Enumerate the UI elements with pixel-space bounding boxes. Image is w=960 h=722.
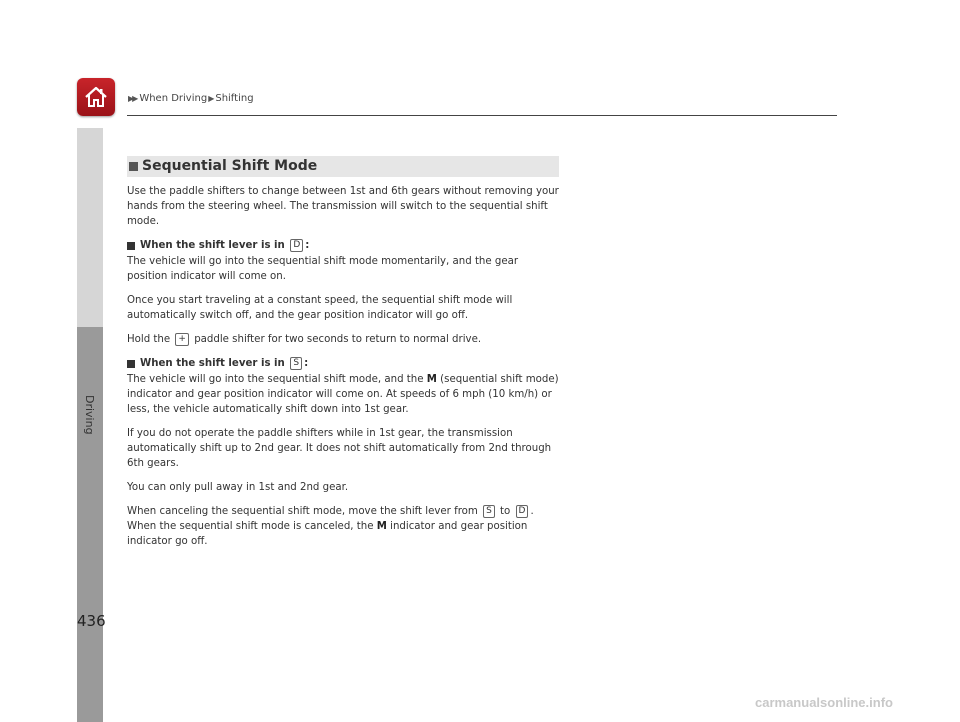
- breadcrumb-item-shifting[interactable]: Shifting: [215, 93, 254, 104]
- key-s: S: [290, 357, 302, 370]
- header-divider: [127, 115, 837, 116]
- breadcrumb-item-when-driving[interactable]: When Driving: [139, 93, 208, 104]
- main-content: [127, 156, 559, 558]
- square-bullet-icon: [127, 360, 135, 368]
- subheading-d: When the shift lever is in D :: [127, 238, 559, 253]
- intro-paragraph: Use the paddle shifters to change between 1st and 6th gears without removing your hands from the steering wheel. The transmission will switch to the sequential shift mode.: [127, 186, 559, 227]
- m-indicator-label: M: [426, 374, 437, 385]
- square-bullet-icon: [129, 162, 138, 171]
- chevron-right-icon: ▶▶: [128, 94, 137, 103]
- d-paragraph-1: The vehicle will go into the sequential shift mode momentarily, and the gear position indicator will come on.: [127, 256, 519, 282]
- s-paragraph-4: When canceling the sequential shift mode, move the shift lever from S to D . When the sequential shift mode is canceled, the M indicator and gear position indicator go off.: [127, 506, 534, 547]
- key-plus: +: [175, 333, 189, 346]
- breadcrumb: [127, 93, 254, 104]
- page-number: 436: [77, 612, 106, 630]
- s-paragraph-1: The vehicle will go into the sequential shift mode, and the M (sequential shift mode) indicator and gear position indicator will come on. At speeds of 6 mph (10 km/h) or less, the vehicle automatically shift down into 1st gear.: [127, 374, 559, 415]
- section-title: Sequential Shift Mode: [142, 158, 318, 174]
- key-d: D: [516, 505, 529, 518]
- home-icon: [83, 85, 109, 109]
- chevron-right-icon: ▶: [208, 94, 213, 103]
- watermark: carmanualsonline.info: [755, 695, 893, 710]
- d-paragraph-2: Once you start traveling at a constant speed, the sequential shift mode will automatically switch off, and the gear position indicator will go off.: [127, 295, 513, 321]
- sidebar-tab-spacer: [77, 128, 103, 327]
- subheading-s: When the shift lever is in S :: [127, 356, 559, 371]
- d-paragraph-3: Hold the + paddle shifter for two seconds to return to normal drive.: [127, 334, 482, 345]
- m-indicator-label: M: [376, 521, 387, 532]
- s-paragraph-2: If you do not operate the paddle shifters while in 1st gear, the transmission automatically shift up to 2nd gear. It does not shift automatically from 2nd through 6th gears.: [127, 428, 552, 469]
- key-d: D: [290, 239, 303, 252]
- s-paragraph-3: You can only pull away in 1st and 2nd gear.: [127, 482, 349, 493]
- home-button[interactable]: [77, 78, 115, 116]
- sidebar-tab: [77, 327, 103, 722]
- section-header: [127, 156, 559, 177]
- square-bullet-icon: [127, 242, 135, 250]
- sidebar-label: Driving: [83, 395, 96, 435]
- key-s: S: [483, 505, 495, 518]
